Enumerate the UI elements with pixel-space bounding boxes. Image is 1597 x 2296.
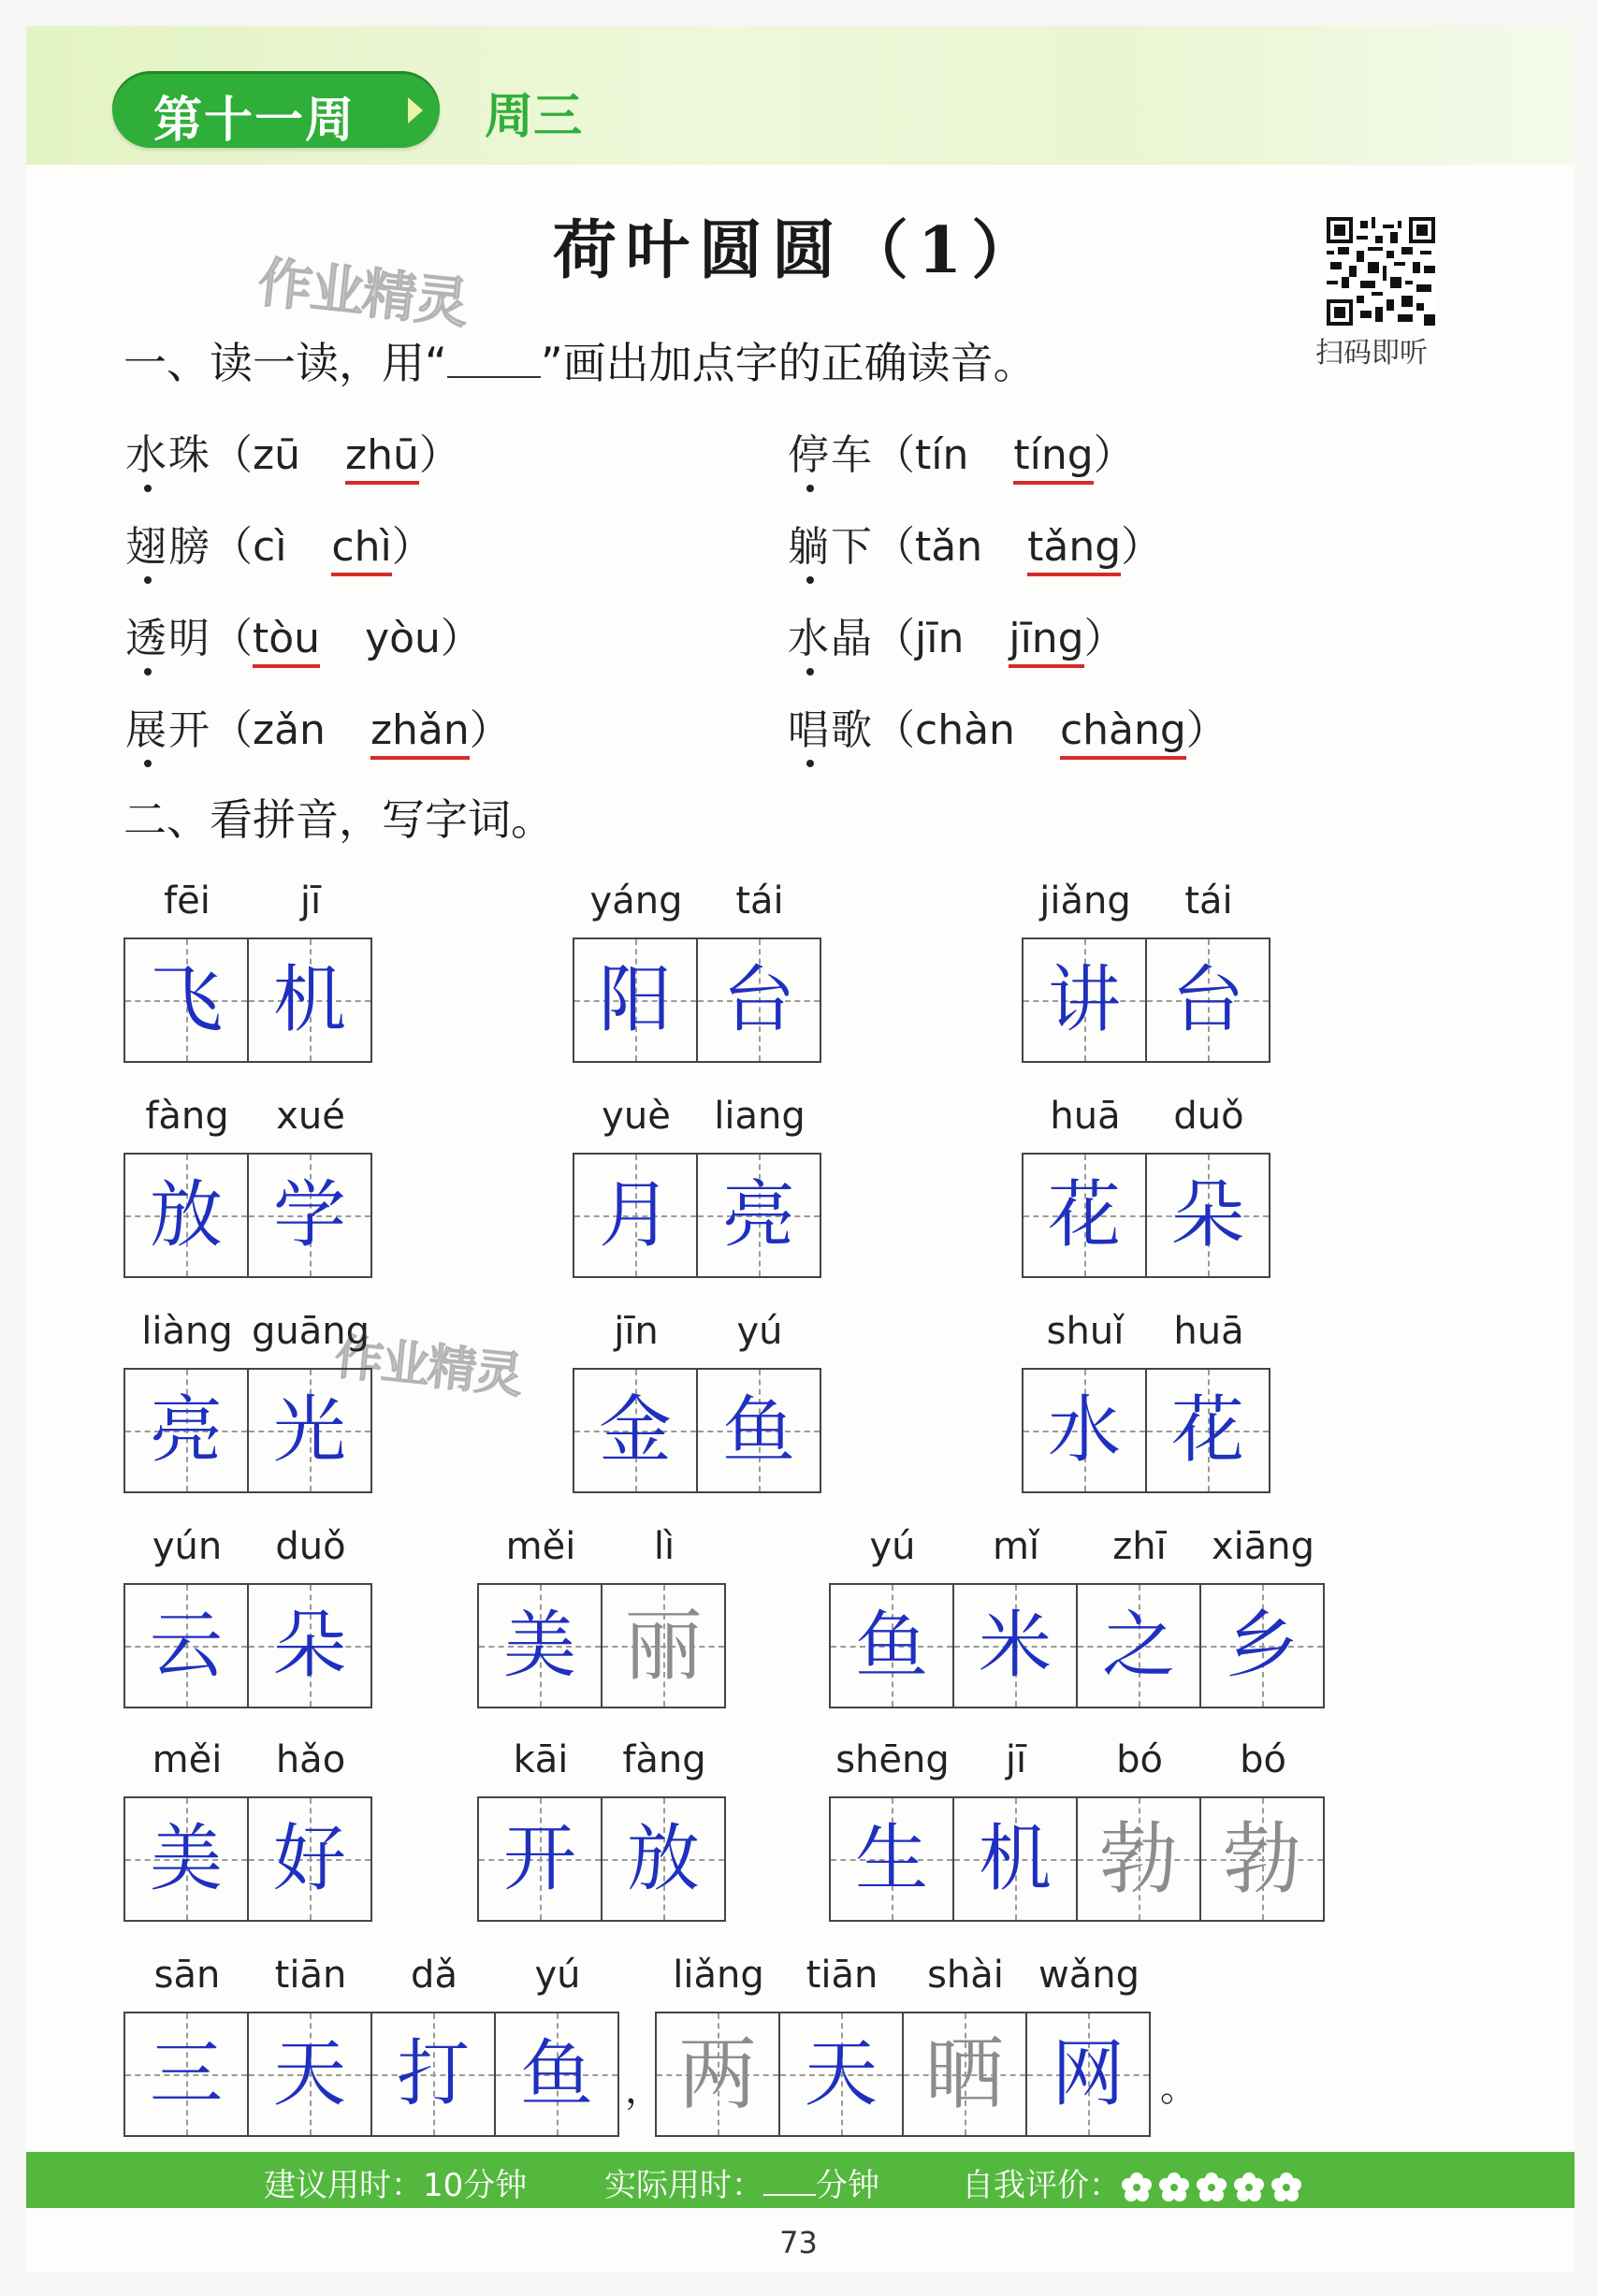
answer-character: 两 bbox=[677, 2028, 757, 2120]
actual-time-blank[interactable] bbox=[763, 2170, 816, 2196]
pinyin-option[interactable]: zǎn bbox=[253, 706, 326, 754]
answer-character: 放 bbox=[149, 1173, 223, 1257]
pinyin-label: wǎng bbox=[1038, 1954, 1140, 1997]
pinyin-label: tái bbox=[1184, 879, 1233, 923]
pinyin-label: huā bbox=[1173, 1310, 1244, 1353]
emphasis-dot bbox=[806, 760, 814, 767]
word-grid bbox=[123, 1525, 374, 1712]
writing-box[interactable] bbox=[1201, 1585, 1323, 1707]
emphasis-dot bbox=[144, 485, 152, 492]
pinyin-label: hǎo bbox=[275, 1738, 346, 1781]
pinyin-label: shuǐ bbox=[1046, 1310, 1125, 1353]
writing-box[interactable] bbox=[780, 2013, 904, 2135]
answer-character: 放 bbox=[626, 1817, 700, 1901]
writing-box[interactable] bbox=[574, 939, 698, 1061]
pinyin-label: dǎ bbox=[411, 1954, 457, 1997]
answer-character: 打 bbox=[396, 2032, 470, 2116]
emphasis-dot bbox=[806, 485, 814, 492]
section2-title: 二、看拼音，写字词。 bbox=[123, 794, 554, 845]
flower-icon[interactable] bbox=[1270, 2172, 1302, 2203]
word-grid bbox=[123, 1954, 621, 2141]
pinyin-label: duǒ bbox=[275, 1525, 346, 1568]
actual-time bbox=[604, 2159, 879, 2205]
writing-box[interactable] bbox=[1147, 939, 1269, 1061]
word-grid bbox=[573, 879, 823, 1067]
pinyin-label: měi bbox=[505, 1525, 576, 1568]
answer-character: 美 bbox=[149, 1817, 223, 1901]
emphasis-dot bbox=[144, 760, 152, 767]
answer-character: 天 bbox=[804, 2032, 878, 2116]
writing-box[interactable] bbox=[1027, 2013, 1149, 2135]
answer-character: 飞 bbox=[149, 958, 223, 1042]
answer-character: 朵 bbox=[1170, 1173, 1244, 1257]
writing-box[interactable] bbox=[1024, 939, 1147, 1061]
pinyin-label: yú bbox=[534, 1954, 581, 1997]
period-mark: 。 bbox=[1160, 2067, 1198, 2110]
word-grid bbox=[829, 1525, 1327, 1712]
writing-box[interactable] bbox=[1024, 1155, 1147, 1276]
emphasis-dot bbox=[806, 668, 814, 676]
answer-character: 好 bbox=[272, 1817, 346, 1901]
writing-box[interactable] bbox=[125, 1585, 249, 1707]
pinyin-label: yú bbox=[869, 1525, 916, 1568]
emphasis-dot bbox=[806, 576, 814, 584]
word-grid bbox=[1022, 879, 1272, 1067]
reading-item: 躺下 （tǎn tǎng） bbox=[788, 513, 1162, 576]
answer-character: 月 bbox=[598, 1173, 672, 1257]
pinyin-option[interactable]: tòu bbox=[253, 615, 320, 668]
word-grid bbox=[123, 1738, 374, 1925]
writing-box[interactable] bbox=[249, 2013, 372, 2135]
answer-character: 三 bbox=[149, 2032, 223, 2116]
pinyin-option[interactable]: zhǎn bbox=[370, 706, 470, 760]
comma-mark: ， bbox=[625, 2069, 662, 2112]
section1-title-post: ”画出加点字的正确读音。 bbox=[540, 338, 1037, 388]
emphasis-dot bbox=[144, 668, 152, 676]
answer-character: 亮 bbox=[149, 1388, 223, 1473]
reading-word: 唱歌 bbox=[788, 706, 874, 754]
answer-character: 勃 bbox=[1098, 1813, 1178, 1905]
pinyin-label: huā bbox=[1050, 1095, 1121, 1138]
pinyin-label: jīn bbox=[614, 1310, 659, 1353]
pinyin-label: tiān bbox=[274, 1954, 347, 1997]
pinyin-label: sān bbox=[153, 1954, 221, 1997]
reading-word: 停车 bbox=[788, 431, 874, 479]
writing-box[interactable] bbox=[1147, 1370, 1269, 1491]
reading-item: 水珠 （zū zhū） bbox=[125, 421, 460, 485]
section1-title bbox=[123, 329, 1037, 391]
watermark: 作业精灵 bbox=[254, 250, 471, 336]
word-grid bbox=[123, 1310, 374, 1497]
writing-box[interactable] bbox=[372, 2013, 496, 2135]
pinyin-label: jī bbox=[299, 879, 322, 923]
pinyin-label: liàng bbox=[141, 1310, 233, 1353]
pinyin-label: yú bbox=[736, 1310, 783, 1353]
pinyin-option[interactable]: zū bbox=[253, 431, 300, 479]
writing-box[interactable] bbox=[657, 2013, 780, 2135]
pinyin-label: fàng bbox=[145, 1095, 229, 1138]
pinyin-label: mǐ bbox=[992, 1525, 1040, 1568]
pinyin-label: fēi bbox=[164, 879, 211, 923]
answer-character: 机 bbox=[978, 1817, 1052, 1901]
pinyin-label: jī bbox=[1005, 1738, 1027, 1781]
answer-character: 米 bbox=[978, 1604, 1052, 1688]
writing-box[interactable] bbox=[574, 1370, 698, 1491]
writing-box[interactable] bbox=[249, 1370, 370, 1491]
writing-box[interactable] bbox=[698, 939, 820, 1061]
writing-box[interactable] bbox=[125, 1798, 249, 1920]
reading-word: 水珠 bbox=[125, 431, 211, 479]
writing-box[interactable] bbox=[125, 1155, 249, 1276]
pinyin-label: shēng bbox=[835, 1738, 950, 1781]
pinyin-label: shài bbox=[927, 1954, 1004, 1997]
reading-item: 唱歌 （chàn chàng） bbox=[788, 696, 1227, 760]
pinyin-label: duǒ bbox=[1173, 1095, 1244, 1138]
answer-character: 阳 bbox=[598, 958, 672, 1042]
pinyin-option[interactable]: jīng bbox=[1009, 615, 1083, 668]
page-title: 荷叶圆圆（1） bbox=[552, 213, 1045, 288]
writing-box[interactable] bbox=[954, 1585, 1078, 1707]
pinyin-label: xué bbox=[276, 1095, 345, 1138]
pinyin-label: yún bbox=[152, 1525, 223, 1568]
writing-box[interactable] bbox=[249, 939, 370, 1061]
writing-box[interactable] bbox=[698, 1155, 820, 1276]
pinyin-option[interactable]: cì bbox=[253, 523, 287, 571]
pinyin-option[interactable]: tǎn bbox=[915, 523, 983, 571]
answer-character: 勃 bbox=[1222, 1813, 1301, 1905]
writing-box[interactable] bbox=[954, 1798, 1078, 1920]
week-badge bbox=[112, 71, 440, 148]
answer-character: 晒 bbox=[924, 2028, 1004, 2120]
section1-title-pre: 一、读一读，用“ bbox=[123, 338, 447, 388]
reading-item: 停车 （tín tíng） bbox=[788, 421, 1135, 485]
writing-box[interactable] bbox=[831, 1585, 954, 1707]
pinyin-label: tiān bbox=[806, 1954, 878, 1997]
pinyin-label: fàng bbox=[622, 1738, 706, 1781]
answer-character: 鱼 bbox=[721, 1388, 795, 1473]
answer-character: 花 bbox=[1047, 1173, 1121, 1257]
actual-time-label: 实际用时： bbox=[604, 2167, 763, 2204]
word-grid bbox=[573, 1095, 823, 1282]
word-grid bbox=[123, 879, 374, 1067]
watermark: 作业精灵 bbox=[331, 1329, 525, 1405]
week-label: 第十一周 bbox=[153, 93, 356, 149]
flower-icon[interactable] bbox=[1233, 2172, 1265, 2203]
pinyin-label: bó bbox=[1240, 1738, 1286, 1781]
pinyin-label: měi bbox=[152, 1738, 223, 1781]
answer-character: 讲 bbox=[1047, 958, 1121, 1042]
writing-box[interactable] bbox=[904, 2013, 1027, 2135]
word-grid bbox=[123, 1095, 374, 1282]
pinyin-option[interactable]: chàn bbox=[915, 706, 1015, 754]
pinyin-label: tái bbox=[735, 879, 784, 923]
self-eval-label: 自我评价： bbox=[962, 2167, 1121, 2204]
pinyin-option[interactable]: zhū bbox=[345, 431, 419, 485]
reading-item: 展开 （zǎn zhǎn） bbox=[125, 696, 511, 760]
page-number: 73 bbox=[779, 2225, 818, 2260]
writing-box[interactable] bbox=[603, 1585, 724, 1707]
writing-box[interactable] bbox=[496, 2013, 617, 2135]
pinyin-label: yuè bbox=[602, 1095, 671, 1138]
writing-box[interactable] bbox=[603, 1798, 724, 1920]
writing-box[interactable] bbox=[1147, 1155, 1269, 1276]
writing-box[interactable] bbox=[479, 1798, 603, 1920]
flower-icon[interactable] bbox=[1196, 2172, 1227, 2203]
answer-character: 水 bbox=[1047, 1388, 1121, 1473]
play-arrow-icon bbox=[408, 97, 423, 124]
qr-label: 扫码即听 bbox=[1315, 337, 1428, 370]
answer-character: 金 bbox=[598, 1388, 672, 1473]
answer-character: 生 bbox=[854, 1817, 928, 1901]
pinyin-label: guāng bbox=[252, 1310, 370, 1353]
pinyin-label: yáng bbox=[589, 879, 683, 923]
answer-character: 网 bbox=[1051, 2032, 1125, 2116]
answer-character: 天 bbox=[272, 2032, 346, 2116]
pinyin-option[interactable]: jīn bbox=[915, 615, 965, 662]
pinyin-label: bó bbox=[1116, 1738, 1163, 1781]
pinyin-option[interactable]: tín bbox=[915, 431, 969, 479]
answer-character: 云 bbox=[149, 1604, 223, 1688]
answer-character: 朵 bbox=[272, 1604, 346, 1688]
answer-character: 机 bbox=[272, 958, 346, 1042]
writing-box[interactable] bbox=[249, 1155, 370, 1276]
writing-box[interactable] bbox=[249, 1798, 370, 1920]
answer-character: 鱼 bbox=[854, 1604, 928, 1688]
blank-line bbox=[447, 342, 541, 378]
reading-word: 展开 bbox=[125, 706, 211, 754]
pinyin-option[interactable]: tǎng bbox=[1027, 523, 1121, 576]
reading-word: 透明 bbox=[125, 615, 211, 662]
answer-character: 乡 bbox=[1225, 1604, 1299, 1688]
answer-character: 台 bbox=[721, 958, 795, 1042]
answer-character: 台 bbox=[1170, 958, 1244, 1042]
reading-word: 水晶 bbox=[788, 615, 874, 662]
writing-box[interactable] bbox=[574, 1155, 698, 1276]
word-grid bbox=[655, 1954, 1153, 2141]
answer-character: 花 bbox=[1170, 1388, 1244, 1473]
actual-time-unit: 分钟 bbox=[816, 2167, 879, 2204]
writing-box[interactable] bbox=[831, 1798, 954, 1920]
pinyin-label: jiǎng bbox=[1039, 879, 1131, 923]
flower-rating[interactable] bbox=[1121, 2167, 1308, 2204]
pinyin-label: liǎng bbox=[673, 1954, 764, 1997]
writing-box[interactable] bbox=[1078, 1585, 1201, 1707]
pinyin-label: liang bbox=[714, 1095, 806, 1138]
writing-box[interactable] bbox=[479, 1585, 603, 1707]
answer-character: 丽 bbox=[623, 1600, 703, 1692]
writing-box[interactable] bbox=[125, 1370, 249, 1491]
pinyin-label: xiāng bbox=[1211, 1525, 1315, 1568]
reading-item: 翅膀 （cì chì） bbox=[125, 513, 433, 576]
reading-item: 透明 （tòu yòu） bbox=[125, 604, 482, 668]
writing-box[interactable] bbox=[1024, 1370, 1147, 1491]
suggested-time: 建议用时：10分钟 bbox=[264, 2167, 528, 2204]
word-grid bbox=[477, 1525, 728, 1712]
writing-box[interactable] bbox=[1201, 1798, 1323, 1920]
answer-character: 亮 bbox=[721, 1173, 795, 1257]
answer-character: 美 bbox=[502, 1604, 576, 1688]
day-label: 周三 bbox=[485, 89, 583, 145]
pinyin-option[interactable]: yòu bbox=[365, 615, 441, 662]
writing-box[interactable] bbox=[1078, 1798, 1201, 1920]
flower-icon[interactable] bbox=[1121, 2172, 1153, 2203]
word-grid bbox=[1022, 1310, 1272, 1497]
reading-word: 躺下 bbox=[788, 523, 874, 571]
answer-character: 之 bbox=[1101, 1604, 1175, 1688]
reading-item: 水晶 （jīn jīng） bbox=[788, 604, 1125, 668]
qr-code-icon[interactable] bbox=[1327, 217, 1435, 326]
answer-character: 学 bbox=[272, 1173, 346, 1257]
word-grid bbox=[1022, 1095, 1272, 1282]
word-grid bbox=[477, 1738, 728, 1925]
pinyin-label: kāi bbox=[513, 1738, 569, 1781]
writing-box[interactable] bbox=[249, 1585, 370, 1707]
reading-word: 翅膀 bbox=[125, 523, 211, 571]
self-evaluation bbox=[962, 2159, 1308, 2205]
writing-box[interactable] bbox=[125, 939, 249, 1061]
word-grid bbox=[829, 1738, 1327, 1925]
pinyin-option[interactable]: chì bbox=[331, 523, 391, 576]
answer-character: 光 bbox=[272, 1388, 346, 1473]
pinyin-option[interactable]: tíng bbox=[1013, 431, 1093, 485]
flower-icon[interactable] bbox=[1158, 2172, 1190, 2203]
word-grid bbox=[573, 1310, 823, 1497]
writing-box[interactable] bbox=[125, 2013, 249, 2135]
pinyin-label: zhī bbox=[1112, 1525, 1167, 1568]
writing-box[interactable] bbox=[698, 1370, 820, 1491]
answer-character: 开 bbox=[502, 1817, 576, 1901]
pinyin-option[interactable]: chàng bbox=[1060, 706, 1186, 760]
pinyin-label: lì bbox=[653, 1525, 675, 1568]
emphasis-dot bbox=[144, 576, 152, 584]
answer-character: 鱼 bbox=[519, 2032, 593, 2116]
